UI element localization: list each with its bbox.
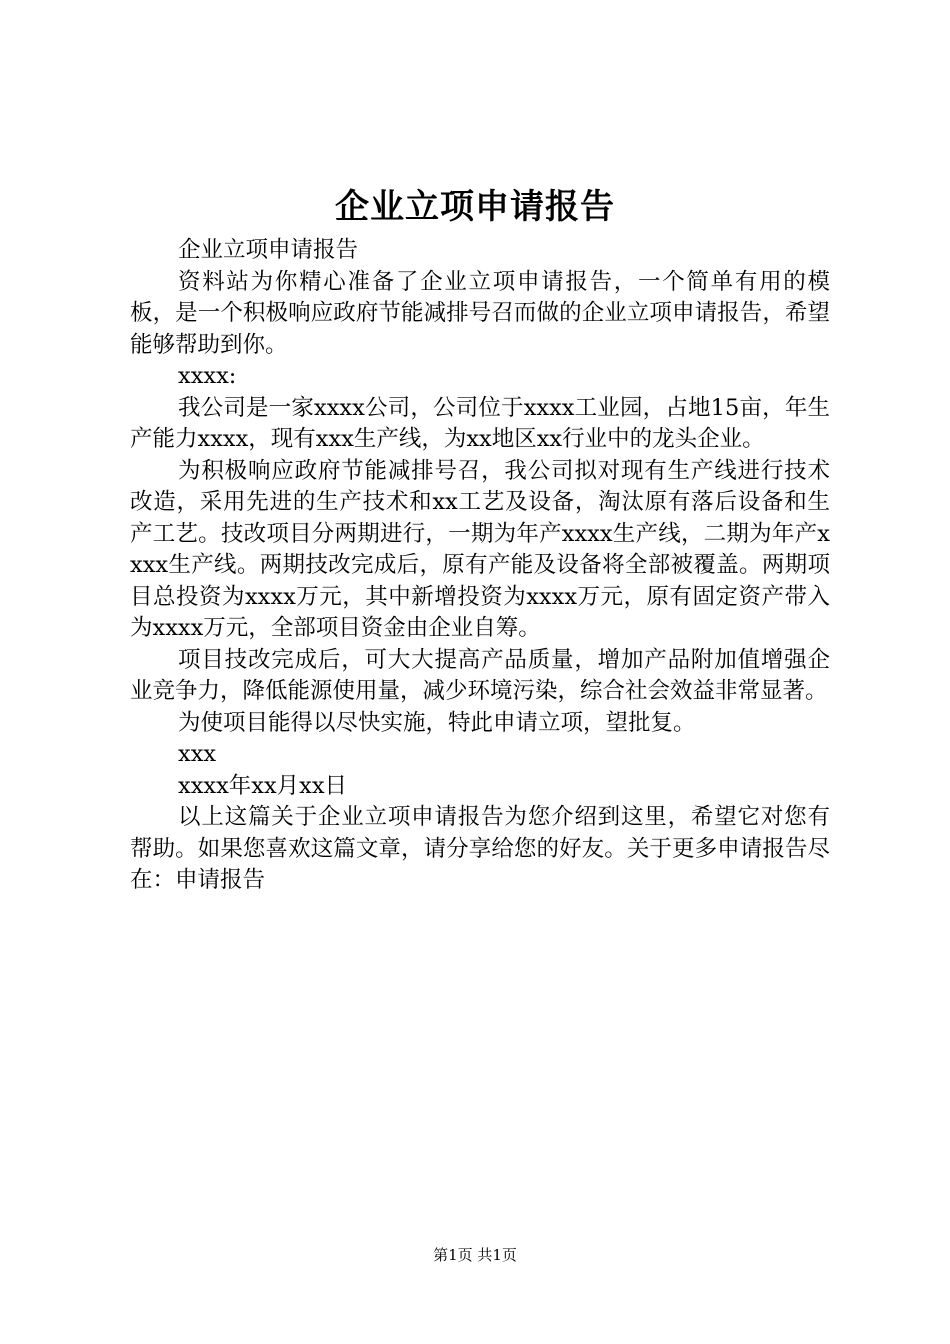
paragraph-company-info: 我公司是一家xxxx公司，公司位于xxxx工业园，占地15亩，年生产能力xxxx，现有xxx生产线，为xx地区xx行业中的龙头企业。 (130, 394, 830, 452)
paragraph-heading: 企业立项申请报告 (178, 237, 359, 263)
paragraph-salutation: xxxx: (178, 363, 237, 389)
paragraph-request: 为使项目能得以尽快实施，特此申请立项，望批复。 (178, 709, 696, 736)
paragraph-project-plan: 为积极响应政府节能减排号召，我公司拟对现有生产线进行技术改造，采用先进的生产技术和xx工艺及设备，淘汰原有落后设备和生产工艺。技改项目分两期进行，一期为年产xxxx生产线，二期为年产xxxx生产线。两期技改完成后，原有产能及设备将全部被覆盖。两期项目总投资为xxxx万元，其中新增投资为xxxx万元，原有固定资产带入为xxxx万元，全部项目资金由企业自筹。 (130, 457, 830, 641)
paragraph-closing: 以上这篇关于企业立项申请报告为您介绍到这里，希望它对您有帮助。如果您喜欢这篇文章，请分享给您的好友。关于更多申请报告尽在：申请报告 (130, 804, 830, 893)
document-title: 企业立项申请报告 (335, 187, 615, 227)
document-body (130, 235, 830, 897)
paragraph-intro: 资料站为你精心准备了企业立项申请报告，一个简单有用的模板，是一个积极响应政府节能减排号召而做的企业立项申请报告，希望能够帮助到你。 (130, 268, 830, 358)
paragraph-date: xxxx年xx月xx日 (178, 772, 348, 799)
paragraph-signature: xxx (178, 741, 217, 767)
paragraph-project-benefits: 项目技改完成后，可大大提高产品质量，增加产品附加值增强企业竞争力，降低能源使用量，减少环境污染，综合社会效益非常显著。 (130, 646, 830, 704)
page-number-footer: 第1页 共1页 (433, 1246, 517, 1264)
